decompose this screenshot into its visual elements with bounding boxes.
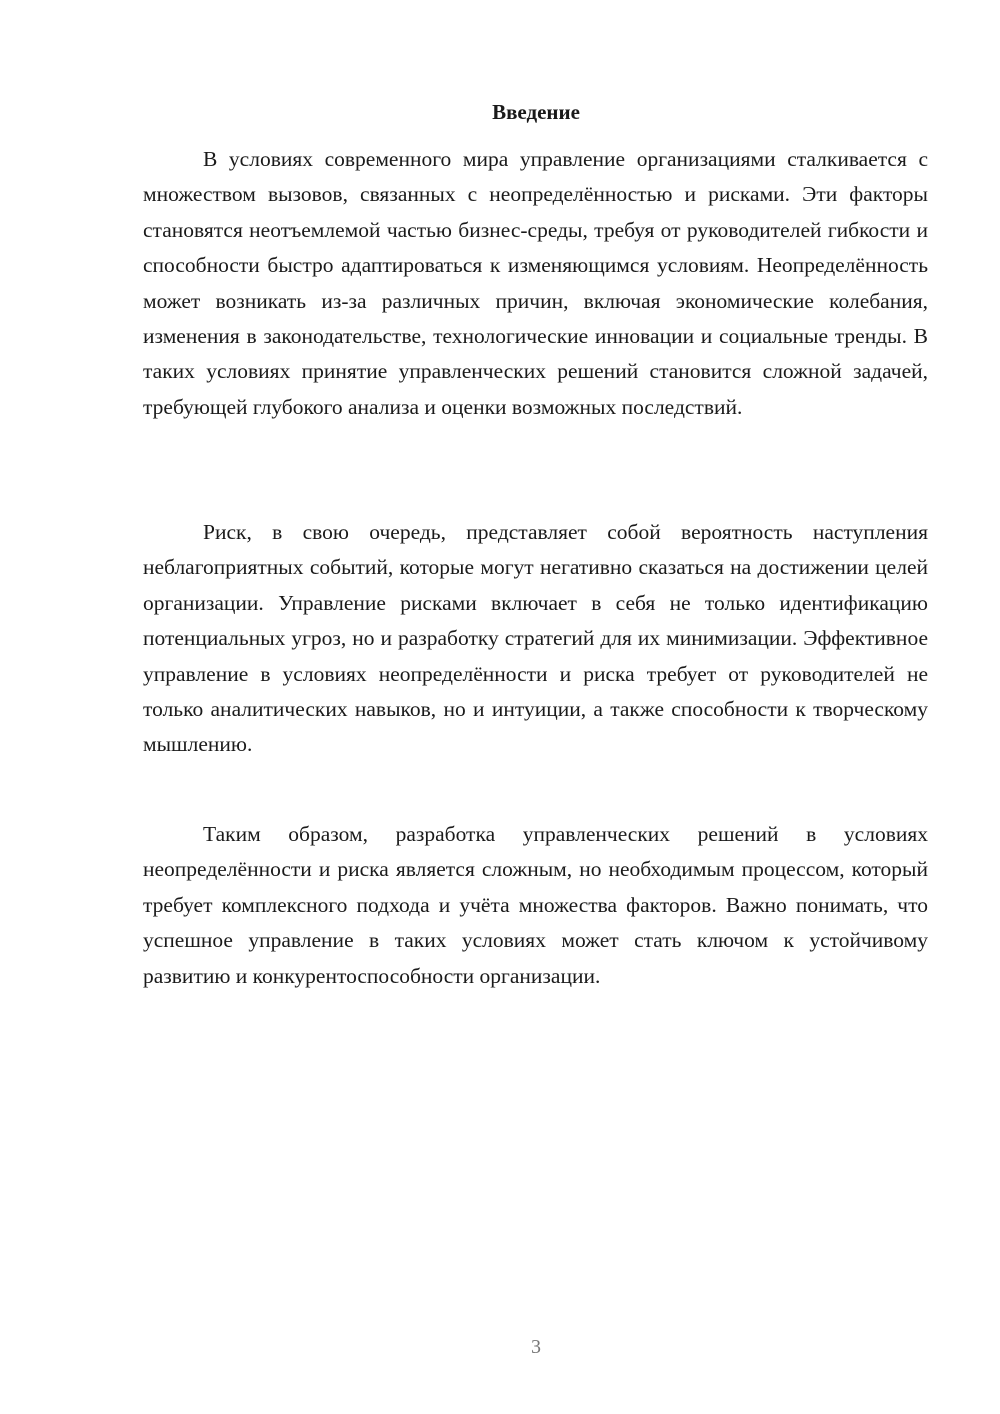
paragraph-intro: В условиях современного мира управление организациями сталкивается с множеством вызовов, связанных с неопределённостью и рисками. Эти факторы становятся неотъемлемой частью бизнес-среды, требуя от руководителей гибкости и способности быстро адаптироваться к изменяющимся условиям. Неопределённость может возникать из-за различных причин, включая экономические колебания, изменения в законодательстве, технологические инновации и социальные тренды. В таких условиях принятие управленческих решений становится сложной задачей, требующей глубокого анализа и оценки возможных последствий.: [143, 147, 928, 419]
paragraph-conclusion: Таким образом, разработка управленческих решений в условиях неопределённости и риска является сложным, но необходимым процессом, который требует комплексного подхода и учёта множества факторов. Важно понимать, что успешное управление в таких условиях может стать ключом к устойчивому развитию и конкурентоспособности организации.: [143, 822, 928, 988]
section-title: Введение: [492, 100, 580, 124]
paragraph-risk: Риск, в свою очередь, представляет собой вероятность наступления неблагоприятных событий, которые могут негативно сказаться на достижении целей организации. Управление рисками включает в себя не только идентификацию потенциальных угроз, но и разработку стратегий для их минимизации. Эффективное управление в условиях неопределённости и риска требует от руководителей не только аналитических навыков, но и интуиции, а также способности к творческому мышлению.: [143, 520, 928, 757]
page-number: 3: [531, 1336, 541, 1358]
